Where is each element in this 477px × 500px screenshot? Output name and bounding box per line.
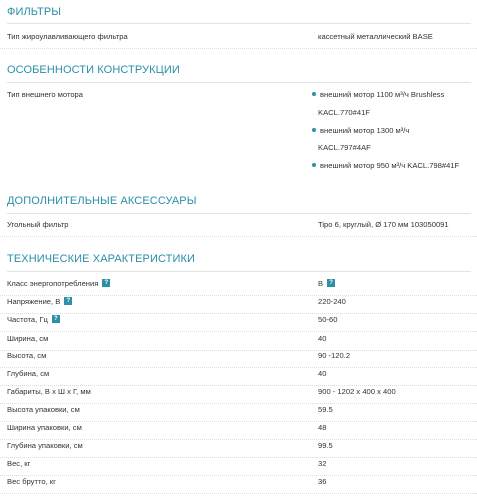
spec-label: Напряжение, В ? xyxy=(7,297,72,306)
spec-label: Ширина упаковки, см xyxy=(7,423,82,432)
section-title-design: ОСОБЕННОСТИ КОНСТРУКЦИИ xyxy=(7,64,180,76)
spec-label: Вес, кг xyxy=(7,459,31,468)
spec-value: 32 xyxy=(318,459,327,468)
motor-option-text: внешний мотор 950 м³/ч KACL.798#41F xyxy=(320,161,460,170)
spec-label: Тип жироулавливающего фильтра xyxy=(7,32,128,41)
section-divider xyxy=(7,82,471,83)
motor-option-3 xyxy=(312,161,459,170)
spec-value: 59.5 xyxy=(318,405,333,414)
spec-value: 48 xyxy=(318,423,327,432)
spec-row-dimensions xyxy=(0,385,477,404)
help-icon[interactable]: ? xyxy=(327,279,335,287)
spec-value: 900 - 1202 x 400 x 400 xyxy=(318,387,396,396)
spec-row-gross-weight xyxy=(0,475,477,494)
motor-option-2-code: KACL.797#4AF xyxy=(318,143,371,152)
spec-row-carbon-filter xyxy=(0,218,477,237)
spec-value: B ? xyxy=(318,279,335,288)
spec-label: Ширина, см xyxy=(7,334,49,343)
spec-row-frequency xyxy=(0,313,477,332)
motor-option-1-code: KACL.770#41F xyxy=(318,108,370,117)
spec-value: 40 xyxy=(318,369,327,378)
spec-row-package-width xyxy=(0,421,477,440)
spec-row-filter-type xyxy=(0,30,477,49)
spec-value: Tipo 6, круглый, Ø 170 мм 103050091 xyxy=(318,220,449,229)
spec-label-motor-type: Тип внешнего мотора xyxy=(7,90,84,99)
section-title-specs: ТЕХНИЧЕСКИЕ ХАРАКТЕРИСТИКИ xyxy=(7,253,195,265)
motor-option-2 xyxy=(312,126,409,135)
spec-label: Глубина, см xyxy=(7,369,50,378)
section-title-filters: ФИЛЬТРЫ xyxy=(7,6,62,18)
section-divider xyxy=(7,271,471,272)
spec-row-energy-class xyxy=(0,277,477,296)
spec-row-height xyxy=(0,349,477,368)
section-title-accessories: ДОПОЛНИТЕЛЬНЫЕ АКСЕССУАРЫ xyxy=(7,195,197,207)
spec-label: Класс энергопотребления ? xyxy=(7,279,110,288)
spec-label: Высота упаковки, см xyxy=(7,405,80,414)
motor-option-text: внешний мотор 1100 м³/ч Brushless xyxy=(320,90,445,99)
bullet-dot xyxy=(312,163,316,167)
spec-row-voltage xyxy=(0,295,477,314)
spec-row-weight xyxy=(0,457,477,476)
spec-label: Угольный фильтр xyxy=(7,220,69,229)
spec-value: 90 -120.2 xyxy=(318,351,351,360)
help-icon[interactable]: ? xyxy=(52,315,60,323)
section-divider xyxy=(7,23,471,24)
spec-value: 50-60 xyxy=(318,315,338,324)
bullet-dot xyxy=(312,92,316,96)
spec-row-package-height xyxy=(0,403,477,422)
help-icon[interactable]: ? xyxy=(64,297,72,305)
spec-label: Частота, Гц ? xyxy=(7,315,60,324)
spec-row-depth xyxy=(0,367,477,386)
motor-option-1 xyxy=(312,90,444,99)
spec-value: 36 xyxy=(318,477,327,486)
bullet-dot xyxy=(312,128,316,132)
section-divider xyxy=(7,213,471,214)
spec-value: 99.5 xyxy=(318,441,333,450)
spec-label: Вес брутто, кг xyxy=(7,477,56,486)
help-icon[interactable]: ? xyxy=(102,279,110,287)
spec-label: Глубина упаковки, см xyxy=(7,441,83,450)
spec-value: 220-240 xyxy=(318,297,346,306)
spec-label: Габариты, В х Ш х Г, мм xyxy=(7,387,91,396)
spec-value: 40 xyxy=(318,334,327,343)
spec-value: кассетный металлический BASE xyxy=(318,32,433,41)
spec-label: Высота, см xyxy=(7,351,47,360)
motor-option-text: внешний мотор 1300 м³/ч xyxy=(320,126,410,135)
spec-row-package-depth xyxy=(0,439,477,458)
